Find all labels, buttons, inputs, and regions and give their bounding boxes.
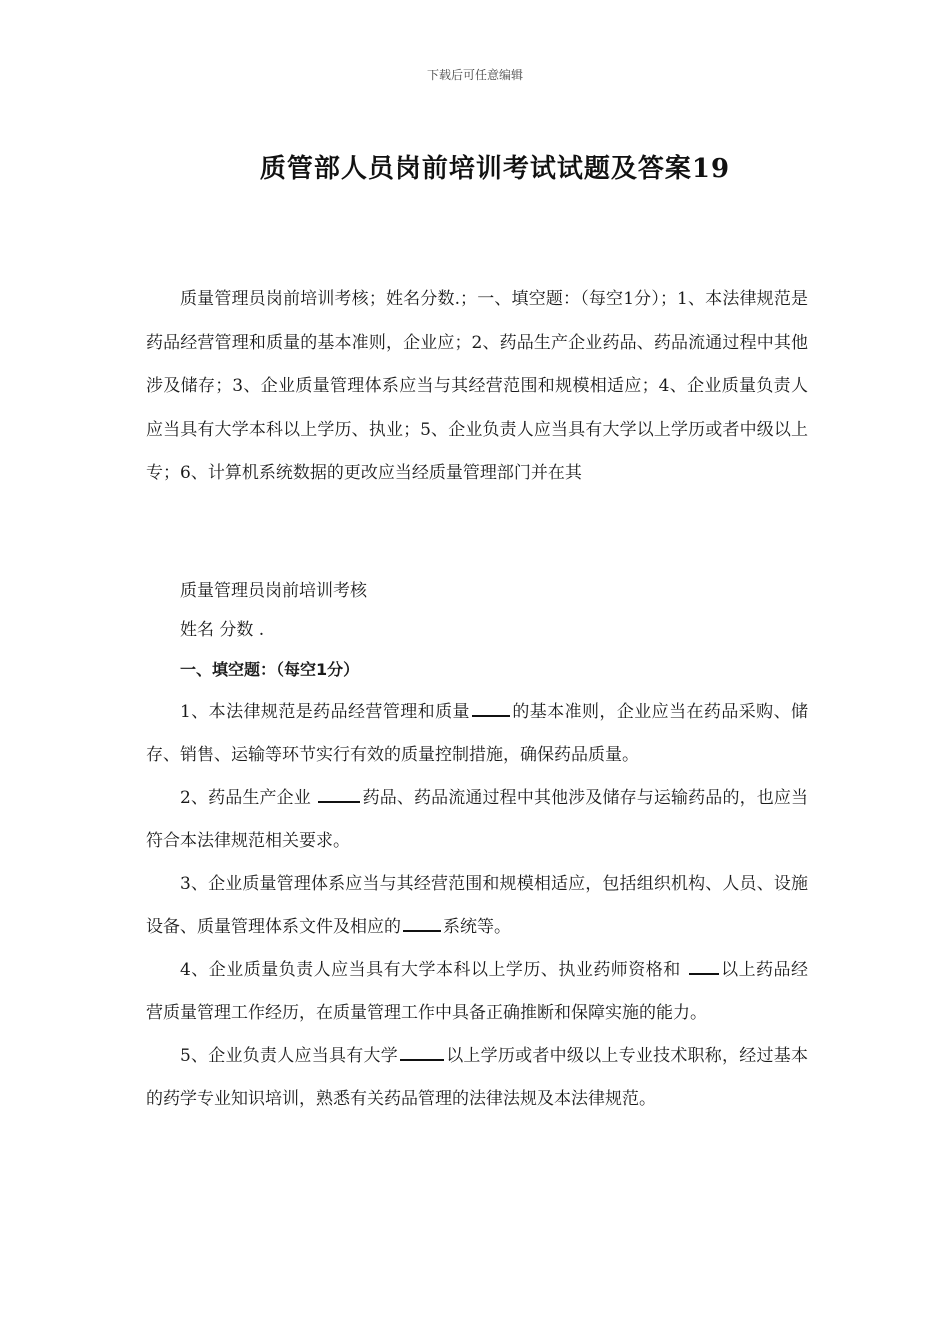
section-fill-in-blank: 一、填空题：（每空1分）	[180, 660, 360, 679]
question-3	[146, 863, 808, 949]
exam-body	[146, 572, 808, 1121]
answer-blank	[403, 916, 441, 932]
exam-heading: 质量管理员岗前培训考核	[180, 581, 367, 601]
question-4	[146, 949, 808, 1035]
question-1-after: 的基本准则，企业应当在药品采购、储存、销售、运输等环节实行有效的质量控制措施，确保药品质量。	[146, 702, 808, 765]
question-1-before: 1、本法律规范是药品经营管理和质量	[180, 702, 470, 722]
question-3-after: 系统等。	[443, 917, 511, 937]
name-score-line: 姓名 分数 .	[180, 620, 265, 640]
answer-blank	[400, 1045, 444, 1061]
answer-blank	[689, 959, 719, 975]
answer-blank	[472, 701, 510, 717]
question-5-before: 5、企业负责人应当具有大学	[180, 1046, 398, 1066]
question-4-after: 以上药品经营质量管理工作经历，在质量管理工作中具备正确推断和保障实施的能力。	[146, 960, 809, 1023]
question-2-after: 药品、药品流通过程中其他涉及储存与运输药品的，也应当符合本法律规范相关要求。	[146, 788, 808, 851]
question-5	[146, 1035, 808, 1121]
question-2	[146, 777, 808, 863]
question-2-before: 2、药品生产企业	[180, 788, 317, 808]
question-4-before: 4、企业质量负责人应当具有大学本科以上学历、执业药师资格和	[180, 960, 687, 980]
question-3-before: 3、企业质量管理体系应当与其经营范围和规模相适应，包括组织机构、人员、设施设备、质量管理体系文件及相应的	[146, 874, 808, 937]
header-note: 下载后可任意编辑	[426, 68, 523, 82]
question-5-after: 以上学历或者中级以上专业技术职称，经过基本的药学专业知识培训，熟悉有关药品管理的法律法规及本法律规范。	[146, 1046, 808, 1109]
question-1	[146, 691, 808, 777]
document-title: 质管部人员岗前培训考试试题及答案19	[259, 154, 731, 184]
answer-blank	[318, 787, 360, 803]
summary-paragraph: 质量管理员岗前培训考核；姓名分数.；一、填空题：（每空1分）；1、本法律规范是药品经营管理和质量的基本准则，企业应；2、药品生产企业药品、药品流通过程中其他涉及储存；3、企业质量管理体系应当与其经营范围和规模相适应；4、企业质量负责人应当具有大学本科以上学历、执业；5、企业负责人应当具有大学以上学历或者中级以上专；6、计算机系统数据的更改应当经质量管理部门并在其	[146, 289, 808, 483]
